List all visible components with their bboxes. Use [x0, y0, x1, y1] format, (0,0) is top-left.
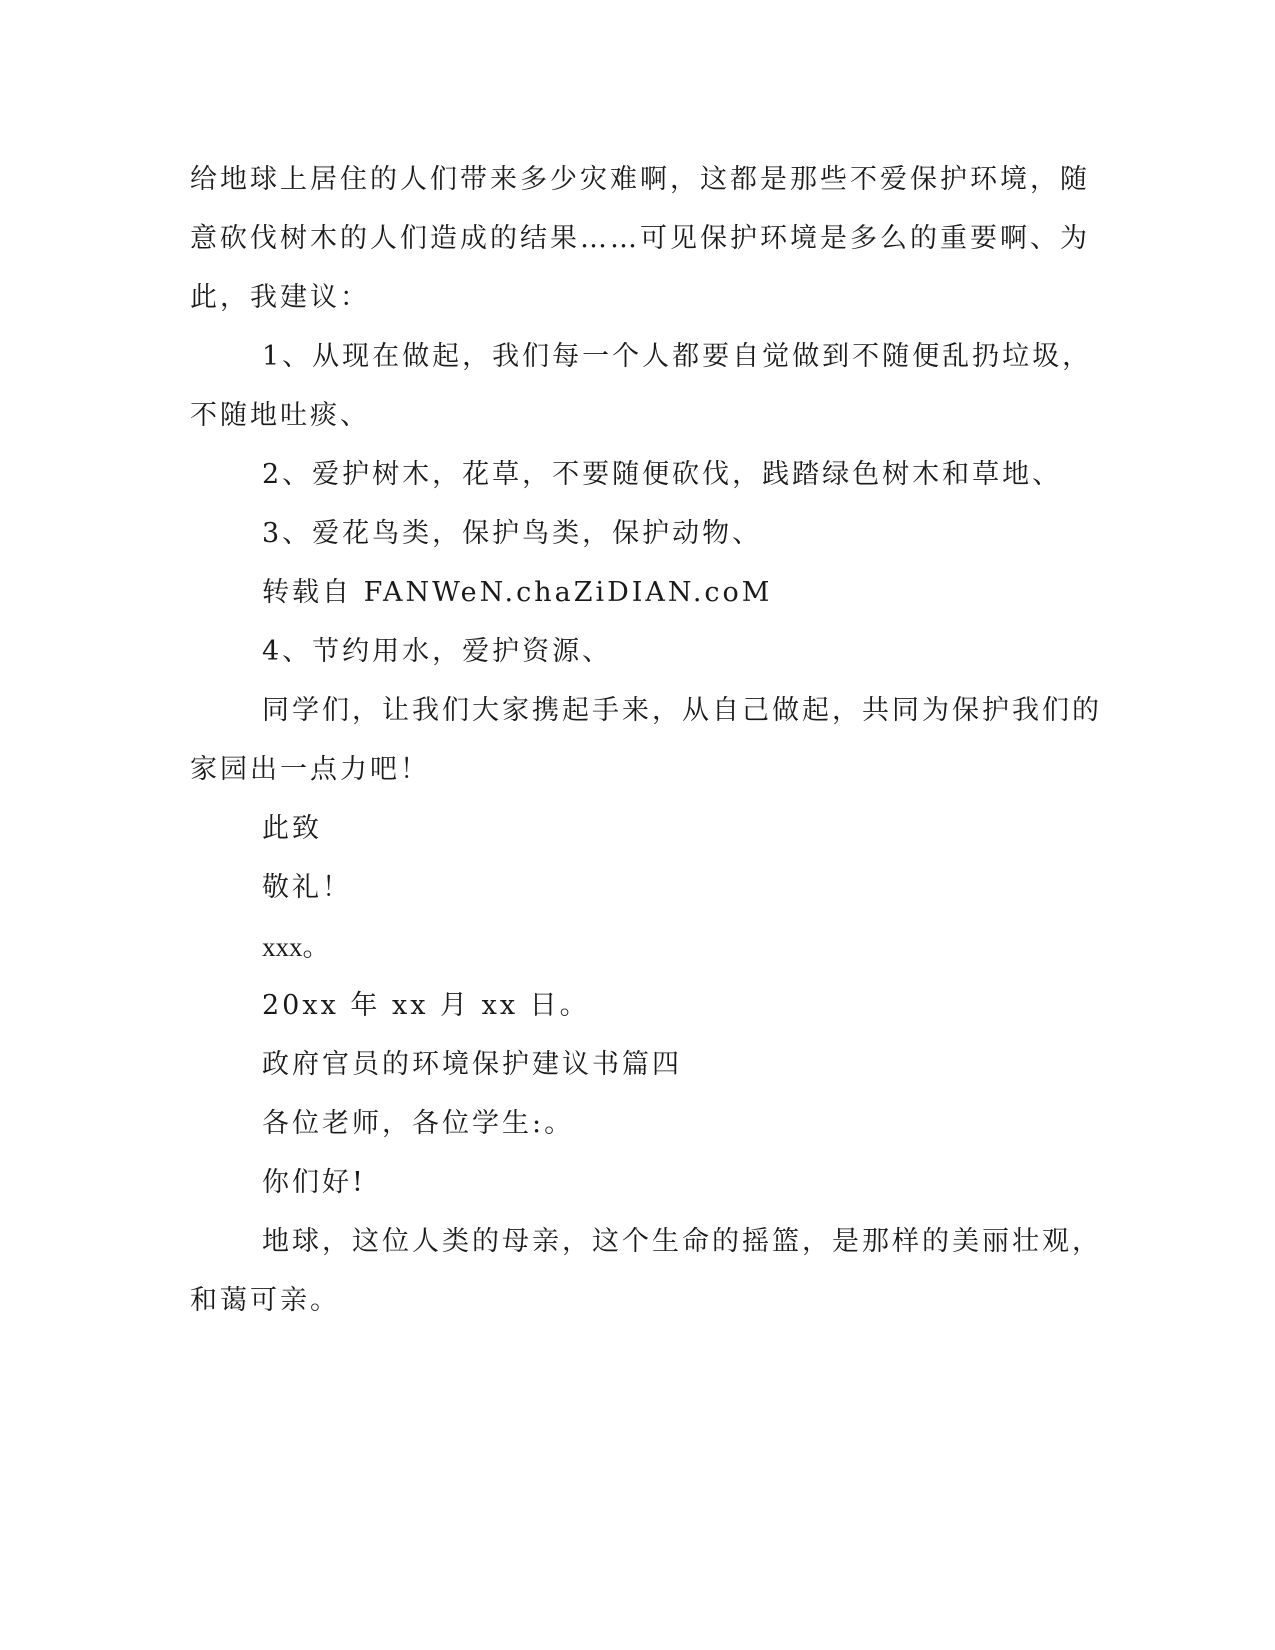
greeting-line: 各位老师，各位学生:。: [262, 1108, 575, 1139]
paragraph-line: 给地球上居住的人们带来多少灾难啊，这都是那些不爱保护环境，随: [190, 164, 1090, 195]
section-title: 政府官员的环境保护建议书篇四: [262, 1049, 682, 1080]
list-item-1-continuation: 不随地吐痰、: [190, 400, 370, 431]
greeting-line: 你们好!: [262, 1167, 366, 1198]
paragraph-line: 地球，这位人类的母亲，这个生命的摇篮，是那样的美丽壮观，: [262, 1226, 1102, 1257]
list-item-1-line: 1、从现在做起，我们每一个人都要自觉做到不随便乱扔垃圾，: [262, 341, 1093, 372]
list-item-2: 2、爱护树木，花草，不要随便砍伐，践踏绿色树木和草地、: [262, 459, 1063, 490]
paragraph-line: 意砍伐树木的人们造成的结果……可见保护环境是多么的重要啊、为: [190, 223, 1090, 254]
paragraph-line: 和蔼可亲。: [190, 1285, 340, 1316]
closing-salutation: 此致: [262, 813, 322, 844]
paragraph-line: 家园出一点力吧！: [190, 754, 430, 785]
date-line: 20xx 年 xx 月 xx 日。: [262, 990, 590, 1021]
paragraph-line: 此，我建议：: [190, 282, 370, 313]
source-note: 转载自 FANWeN.chaZiDIAN.coM: [262, 577, 773, 608]
paragraph-line: 同学们，让我们大家携起手来，从自己做起，共同为保护我们的: [262, 695, 1102, 726]
signature: xxx。: [262, 932, 330, 962]
closing-regards: 敬礼！: [262, 872, 352, 903]
list-item-3: 3、爱花鸟类，保护鸟类，保护动物、: [262, 518, 763, 549]
list-item-4: 4、节约用水，爱护资源、: [262, 636, 613, 667]
